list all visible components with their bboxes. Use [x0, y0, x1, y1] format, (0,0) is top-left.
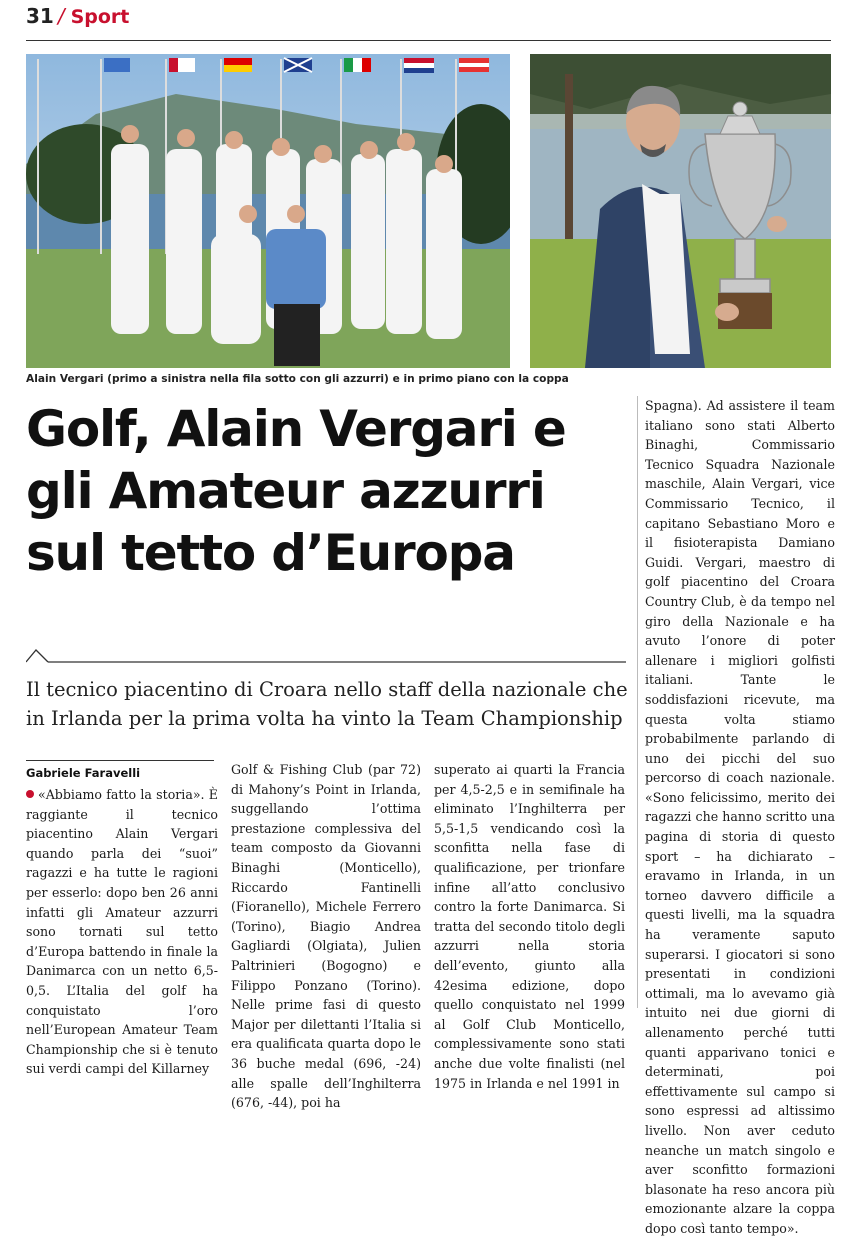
article-column-2: Golf & Fishing Club (par 72) di Mahony’s Point in Irlanda, suggellando l’ottima prestazione complessiva del team composto da Giovanni Binaghi (Monticello), Riccardo Fantinelli (Fioranello), Michele Ferrero (Torino), Biagio Andrea Gagliardi (Olgiata), Julien Paltrinieri (Bogogno) e Filippo Ponzano (Torino). Nelle prime fasi di questo Major per dilettanti l’Italia si era qualificata quarta dopo le 36 buche medal (696, -24) alle spalle dell’Inghilterra (676, -44), poi ha: [231, 762, 421, 1111]
bullet-icon: [26, 790, 34, 798]
article-column-4: Spagna). Ad assistere il team italiano sono stati Alberto Binaghi, Commissario Tecnico Squadra Nazionale maschile, Alain Vergari, vice Commissario Tecnico, il capitano Sebastiano Moro e il fisioterapista Damiano Guidi. Vergari, maestro di golf piacentino del Croara Country Club, è da tempo nel giro della Nazionale e ha avuto l’onore di poter allenare i migliori golfisti italiani. Tante le soddisfazioni ricevute, ma questa volta stiamo probabilmente parlando di uno dei picchi del suo percorso di coach nazionale. «Sono felicissimo, merito dei ragazzi che hanno scritto una pagina di storia di questo sport – ha dichiarato – eravamo in Irlanda, in un torneo davvero difficile a questi livelli, ma la squadra ha veramente saputo superarsi. I giocatori si sono presentati in condizioni ottimali, ma lo avevamo già intuito nei due giorni di allenamento perché tutti quanti apparivano tonici e determinati, poi effettivamente sul campo si sono espressi ad altissimo livello. Non aver ceduto neanche un match singolo e aver sconfitto formazioni blasonate ha reso ancora più emozionante alzare la coppa dopo così tanto tempo».: [645, 398, 835, 1236]
subtitle: Il tecnico piacentino di Croara nello staff della nazionale che in Irlanda per la prima volta ha vinto la Team Championship: [26, 678, 628, 730]
article-column-1: [26, 785, 218, 1079]
trophy-photo: [530, 54, 831, 368]
column-divider: [637, 396, 638, 1008]
subtitle-rule: [26, 646, 626, 664]
header-slash: /: [57, 4, 65, 28]
page-header: [26, 4, 129, 28]
header-rule: [26, 40, 831, 41]
article-column-3: superato ai quarti la Francia per 4,5-2,5 e in semifinale ha eliminato l’Inghilterra per 5,5-1,5 vendicando così la sconfitta nella fase di qualificazione, per trionfare infine all’atto conclusivo contro la forte Danimarca. Si tratta del secondo titolo degli azzurri nella storia dell’evento, giunto alla 42esima edizione, dopo quello conquistato nel 1999 al Golf Club Monticello, complessivamente sono stati anche due volte finalisti (nel 1975 in Irlanda e nel 1991 in: [434, 762, 625, 1091]
byline: Gabriele Faravelli: [26, 766, 141, 780]
byline-rule: [26, 760, 214, 761]
column-1-text: «Abbiamo fatto la storia». È raggiante il tecnico piacentino Alain Vergari quando parla dei “suoi” ragazzi e ha tutte le ragioni per esserlo: dopo ben 26 anni infatti gli Amateur azzurri sono tornati sul tetto d’Europa battendo in finale la Danimarca con un netto 6,5-0,5. L’Italia del golf ha conquistato l’oro nell’European Amateur Team Championship che si è tenuto sui verdi campi del Killarney: [26, 787, 218, 1077]
headline: Golf, Alain Vergari e gli Amateur azzurri sul tetto d’Europa: [26, 400, 566, 582]
team-photo: [26, 54, 510, 368]
section-label: Sport: [70, 6, 130, 28]
photo-caption: Alain Vergari (primo a sinistra nella fila sotto con gli azzurri) e in primo piano con la coppa: [26, 373, 569, 385]
page-number: 31: [26, 4, 54, 28]
